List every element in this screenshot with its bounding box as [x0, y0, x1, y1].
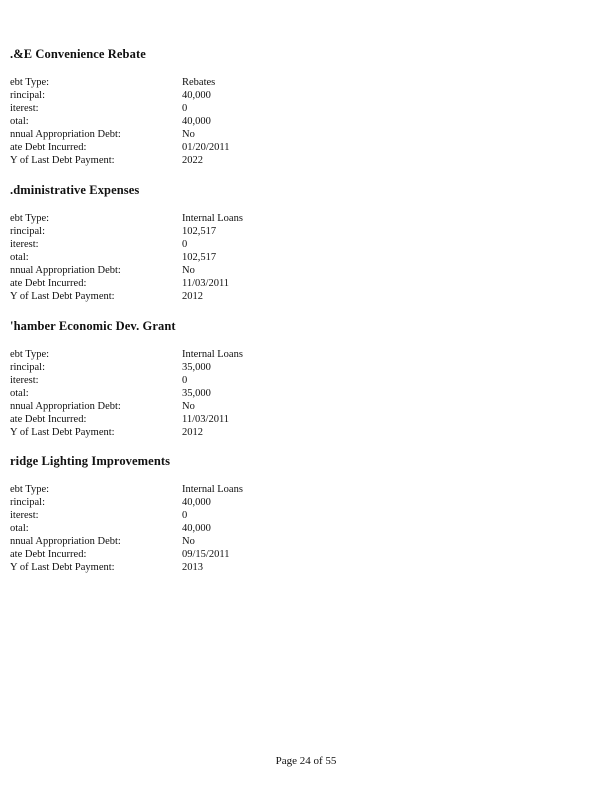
total-row — [0, 251, 612, 264]
debt-type-label: ebt Type: — [10, 77, 50, 88]
annual-appropriation-value: No — [182, 536, 195, 547]
date-incurred-label: ate Debt Incurred: — [10, 142, 87, 153]
principal-row — [0, 89, 612, 102]
section-title: .&E Convenience Rebate — [10, 47, 146, 61]
debt-type-label: ebt Type: — [10, 213, 50, 224]
section-title: 'hamber Economic Dev. Grant — [10, 319, 176, 333]
interest-value: 0 — [182, 239, 188, 250]
date-incurred-value: 11/03/2011 — [182, 414, 230, 425]
section-title: .dministrative Expenses — [10, 183, 140, 197]
page-footer — [0, 755, 612, 767]
debt-type-value: Internal Loans — [182, 213, 243, 224]
annual-appropriation-row — [0, 264, 612, 277]
debt-type-value: Internal Loans — [182, 349, 243, 360]
annual-appropriation-label: nnual Appropriation Debt: — [10, 129, 121, 140]
annual-appropriation-label: nnual Appropriation Debt: — [10, 265, 121, 276]
total-value: 35,000 — [182, 388, 211, 399]
total-row — [0, 115, 612, 128]
debt-type-row — [0, 348, 612, 361]
annual-appropriation-row — [0, 400, 612, 413]
principal-value: 102,517 — [182, 226, 217, 237]
last-payment-value: 2022 — [182, 155, 203, 166]
total-label: otal: — [10, 116, 29, 127]
annual-appropriation-value: No — [182, 265, 195, 276]
principal-row — [0, 496, 612, 509]
principal-value: 35,000 — [182, 362, 211, 373]
interest-value: 0 — [182, 510, 188, 521]
date-incurred-row — [0, 141, 612, 154]
total-value: 102,517 — [182, 252, 217, 263]
date-incurred-value: 01/20/2011 — [182, 142, 230, 153]
last-payment-value: 2012 — [182, 427, 203, 438]
principal-label: rincipal: — [10, 497, 45, 508]
date-incurred-row — [0, 277, 612, 290]
annual-appropriation-label: nnual Appropriation Debt: — [10, 536, 121, 547]
principal-label: rincipal: — [10, 226, 45, 237]
last-payment-row — [0, 290, 612, 303]
interest-label: iterest: — [10, 239, 39, 250]
annual-appropriation-row — [0, 128, 612, 141]
date-incurred-value: 11/03/2011 — [182, 278, 230, 289]
total-label: otal: — [10, 388, 29, 399]
interest-row — [0, 238, 612, 251]
total-value: 40,000 — [182, 116, 211, 127]
debt-type-row — [0, 76, 612, 89]
total-row — [0, 387, 612, 400]
debt-type-label: ebt Type: — [10, 484, 50, 495]
last-payment-row — [0, 426, 612, 439]
principal-value: 40,000 — [182, 90, 211, 101]
interest-value: 0 — [182, 103, 188, 114]
principal-row — [0, 361, 612, 374]
debt-type-row — [0, 483, 612, 496]
page-number: Page 24 of 55 — [275, 755, 337, 767]
date-incurred-row — [0, 548, 612, 561]
debt-type-label: ebt Type: — [10, 349, 50, 360]
last-payment-label: Y of Last Debt Payment: — [10, 291, 115, 302]
date-incurred-label: ate Debt Incurred: — [10, 414, 87, 425]
last-payment-value: 2013 — [182, 562, 203, 573]
annual-appropriation-label: nnual Appropriation Debt: — [10, 401, 121, 412]
last-payment-label: Y of Last Debt Payment: — [10, 155, 115, 166]
interest-row — [0, 509, 612, 522]
interest-label: iterest: — [10, 375, 39, 386]
total-row — [0, 522, 612, 535]
total-label: otal: — [10, 252, 29, 263]
principal-value: 40,000 — [182, 497, 211, 508]
last-payment-label: Y of Last Debt Payment: — [10, 427, 115, 438]
interest-row — [0, 102, 612, 115]
annual-appropriation-value: No — [182, 129, 195, 140]
date-incurred-label: ate Debt Incurred: — [10, 549, 87, 560]
debt-details — [0, 483, 612, 574]
interest-row — [0, 374, 612, 387]
last-payment-value: 2012 — [182, 291, 203, 302]
principal-label: rincipal: — [10, 362, 45, 373]
annual-appropriation-row — [0, 535, 612, 548]
principal-row — [0, 225, 612, 238]
total-value: 40,000 — [182, 523, 211, 534]
debt-type-value: Internal Loans — [182, 484, 243, 495]
interest-label: iterest: — [10, 510, 39, 521]
debt-type-value: Rebates — [182, 77, 216, 88]
debt-details — [0, 212, 612, 303]
last-payment-label: Y of Last Debt Payment: — [10, 562, 115, 573]
annual-appropriation-value: No — [182, 401, 195, 412]
debt-details — [0, 76, 612, 167]
debt-type-row — [0, 212, 612, 225]
last-payment-row — [0, 154, 612, 167]
interest-value: 0 — [182, 375, 188, 386]
date-incurred-label: ate Debt Incurred: — [10, 278, 87, 289]
section-title: ridge Lighting Improvements — [10, 454, 171, 468]
principal-label: rincipal: — [10, 90, 45, 101]
date-incurred-row — [0, 413, 612, 426]
interest-label: iterest: — [10, 103, 39, 114]
last-payment-row — [0, 561, 612, 574]
debt-details — [0, 348, 612, 439]
date-incurred-value: 09/15/2011 — [182, 549, 230, 560]
total-label: otal: — [10, 523, 29, 534]
